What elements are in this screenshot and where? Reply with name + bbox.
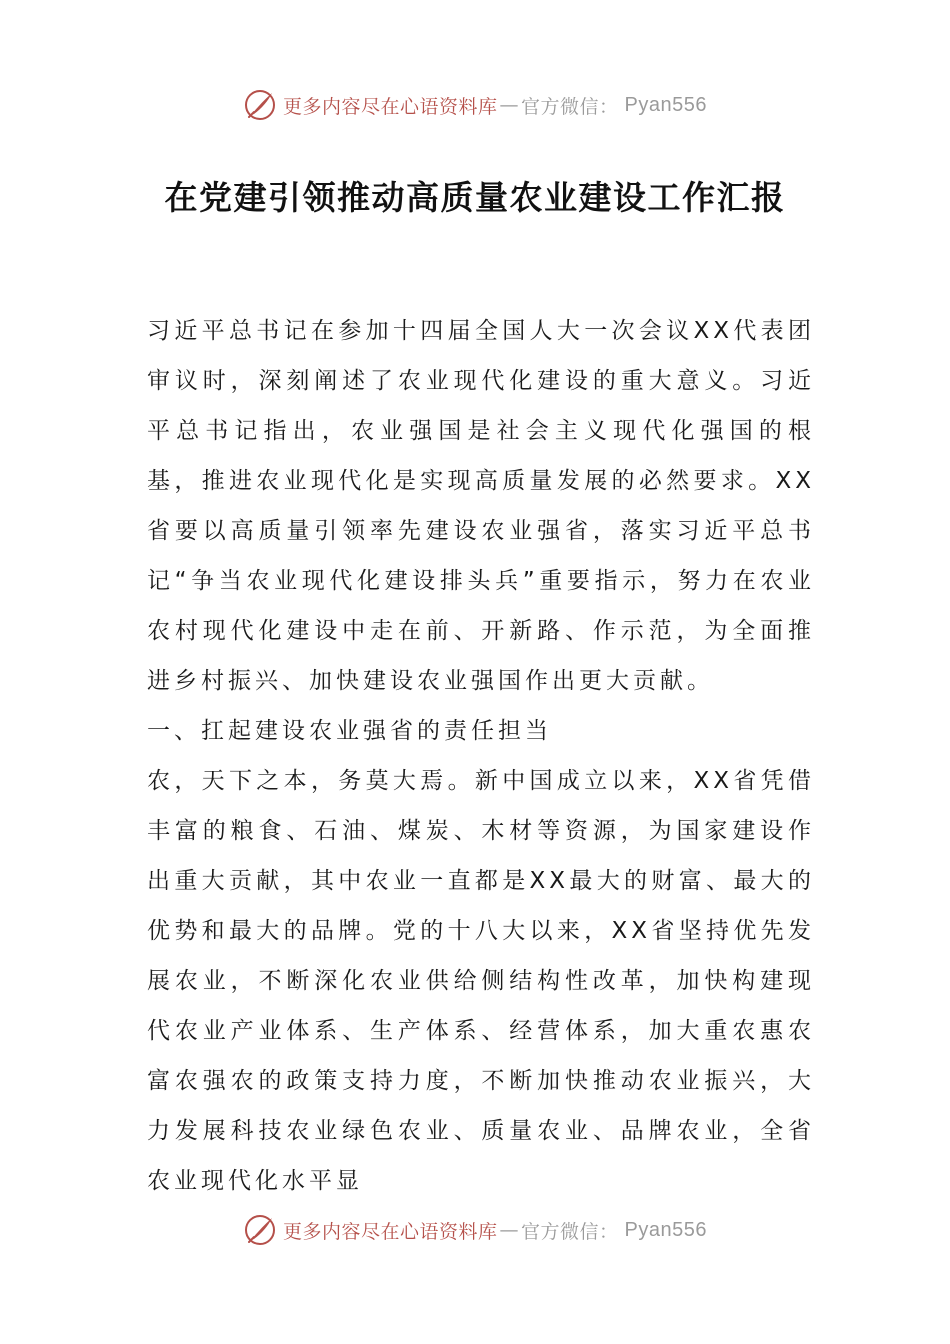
section-heading-1: 一、扛起建设农业强省的责任担当 <box>147 718 552 744</box>
header-watermark <box>0 83 950 127</box>
library-text: 更多内容尽在心语资料库 <box>283 1220 498 1243</box>
paragraph-section-1: 农，天下之本，务莫大焉。新中国成立以来，XX省凭借丰富的粮食、石油、煤炭、木材等资源，为国家建设作出重大贡献，其中农业一直都是XX最大的财富、最大的优势和最大的品牌。党的十八大以来，XX省坚持优先发展农业，不断深化农业供给侧结构性改革，加快构建现代农业产业体系、生产体系、经营体系，加大重农惠农富农强农的政策支持力度，不断加快推动农业振兴，大力发展科技农业绿色农业、质量农业、品牌农业，全省农业现代化水平显 <box>147 768 815 1194</box>
wechat-label: 官方微信： <box>521 1220 619 1243</box>
separator: — <box>499 94 520 116</box>
library-text: 更多内容尽在心语资料库 <box>283 95 498 118</box>
document-body <box>147 306 815 1206</box>
quill-pen-logo-icon <box>243 88 277 122</box>
document-title: 在党建引领推动高质量农业建设工作汇报 <box>164 178 786 217</box>
footer-watermark <box>0 1208 950 1252</box>
paragraph-intro: 习近平总书记在参加十四届全国人大一次会议XX代表团审议时，深刻阐述了农业现代化建设的重大意义。习近平总书记指出，农业强国是社会主义现代化强国的根基，推进农业现代化是实现高质量发展的必然要求。XX省要以高质量引领率先建设农业强省，落实习近平总书记“争当农业现代化建设排头兵”重要指示，努力在农业农村现代化建设中走在前、开新路、作示范，为全面推进乡村振兴、加快建设农业强国作出更大贡献。 <box>147 318 815 694</box>
quill-pen-logo-icon <box>243 1213 277 1247</box>
wechat-id: Pyan556 <box>624 1218 707 1241</box>
wechat-id: Pyan556 <box>624 93 707 116</box>
separator: — <box>499 1219 520 1241</box>
wechat-label: 官方微信： <box>521 95 619 118</box>
